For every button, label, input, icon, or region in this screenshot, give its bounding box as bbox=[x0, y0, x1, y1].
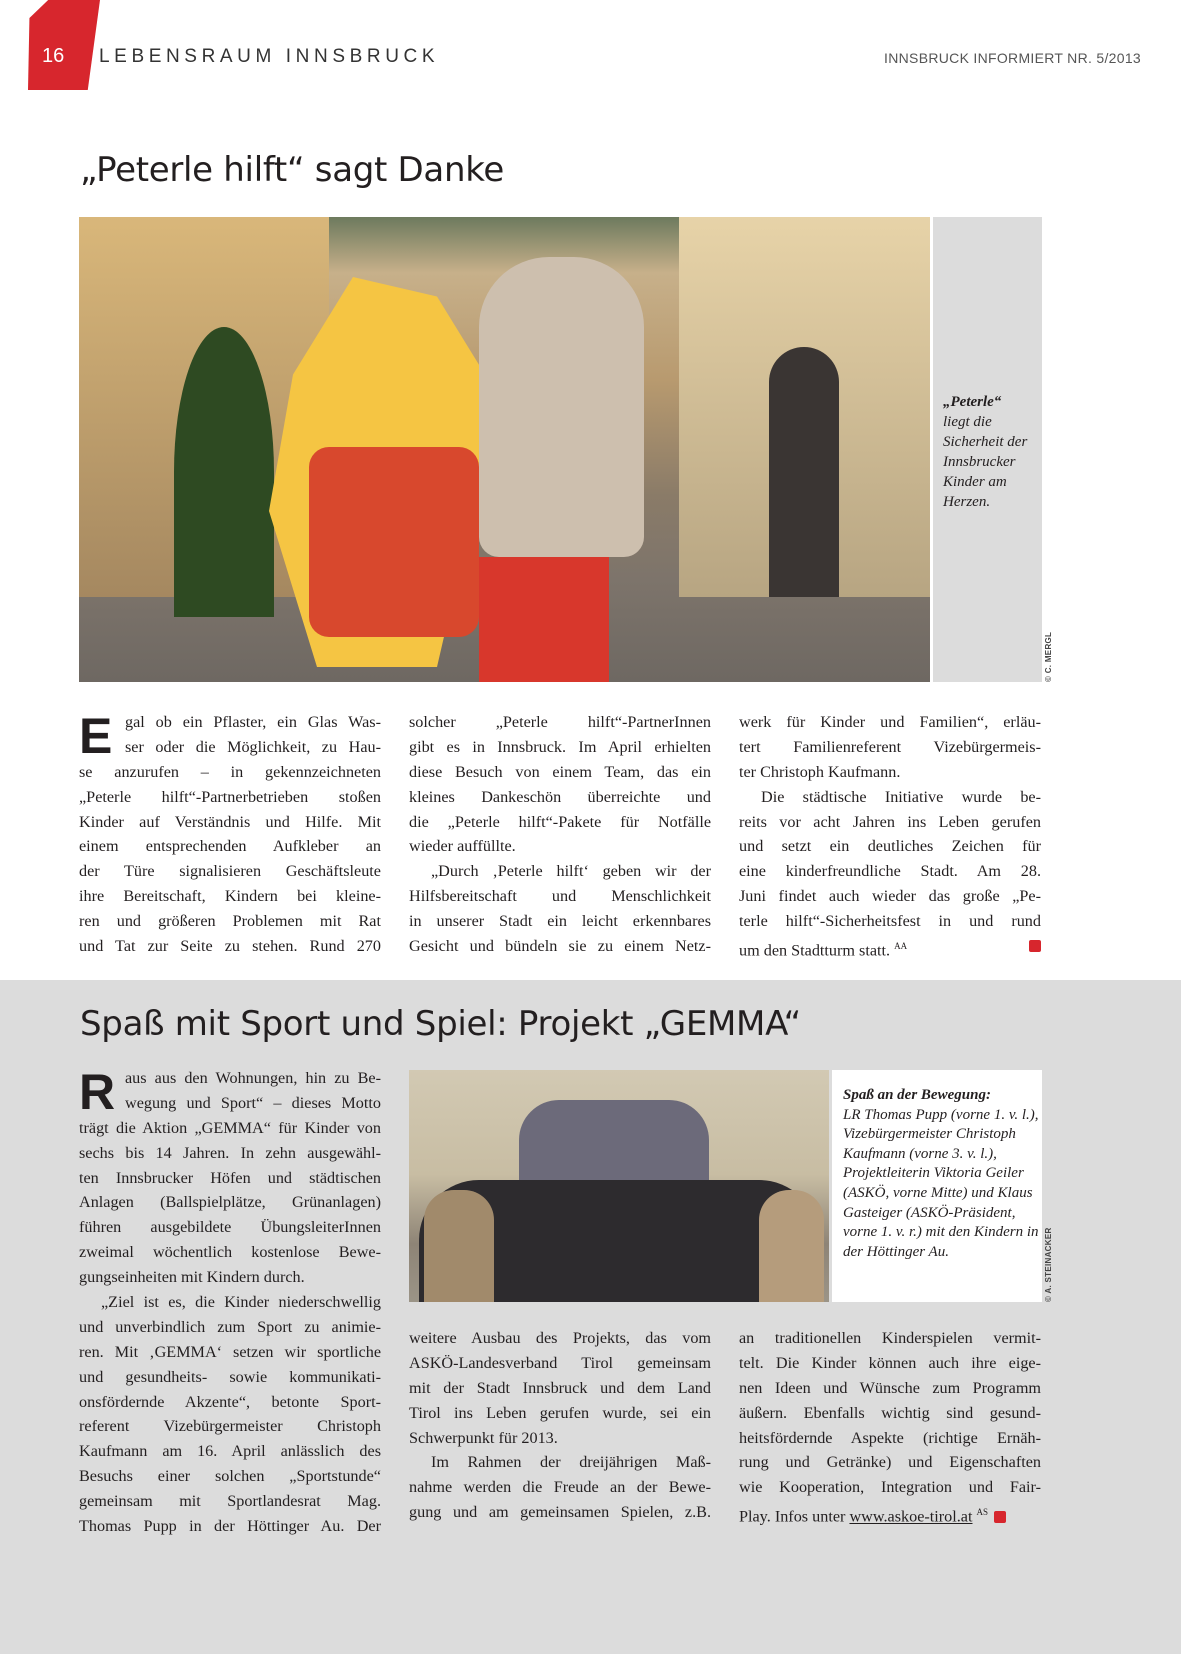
article2-column-3 bbox=[739, 1326, 1041, 1525]
text-line bbox=[79, 1514, 381, 1539]
text-line bbox=[79, 1315, 381, 1340]
text-line bbox=[79, 1464, 381, 1489]
page-number: 16 bbox=[42, 45, 65, 67]
line-text: ten Innsbrucker Höfen und städtischen bbox=[79, 1168, 381, 1187]
line-text: ter Christoph Kaufmann. bbox=[739, 762, 901, 781]
line-text: „Durch ‚Peterle hilft‘ geben wir der bbox=[431, 862, 711, 881]
line-text: einem entsprechenden Aufkleber an bbox=[79, 837, 381, 856]
line-text: terle hilft“-Sicherheitsfest in und rund bbox=[739, 912, 1041, 931]
line-text: reits vor acht Jahren ins Leben gerufen bbox=[739, 812, 1041, 831]
line-text: und unverbindlich zum Sport zu animie- bbox=[79, 1317, 381, 1336]
text-line bbox=[409, 1326, 711, 1351]
article1-column-1 bbox=[79, 710, 381, 959]
line-text: telt. Die Kinder können auch ihre eige- bbox=[739, 1353, 1041, 1372]
line-text: sechs bis 14 Jahren. In zehn ausgewähl- bbox=[79, 1143, 381, 1162]
text-line bbox=[739, 1426, 1041, 1451]
text-line bbox=[409, 934, 711, 959]
text-line bbox=[79, 1166, 381, 1191]
text-line bbox=[79, 1091, 381, 1116]
caption-bold: Spaß an der Bewegung: bbox=[843, 1087, 991, 1103]
text-line bbox=[739, 760, 1041, 785]
article2-column-1 bbox=[79, 1066, 381, 1539]
text-line bbox=[79, 1390, 381, 1415]
line-text: heitsfördernde Aspekte (richtige Ernäh- bbox=[739, 1428, 1041, 1447]
line-text: Kaufmann am 16. April anlässlich des bbox=[79, 1442, 381, 1461]
line-text: gungseinheiten mit Kindern durch. bbox=[79, 1268, 305, 1287]
line-text: Im Rahmen der dreijährigen Maß- bbox=[431, 1453, 711, 1472]
line-text: referent Vizebürgermeister Christoph bbox=[79, 1417, 381, 1436]
article1-title: „Peterle hilft“ sagt Danke bbox=[80, 150, 505, 190]
line-text: Gesicht und bündeln sie zu einem Netz- bbox=[409, 937, 711, 956]
text-line bbox=[409, 760, 711, 785]
line-text: und setzt ein deutliches Zeichen für bbox=[739, 837, 1041, 856]
text-line bbox=[79, 1414, 381, 1439]
line-text: werk für Kinder und Familien“, erläu- bbox=[739, 713, 1041, 731]
gemma-group-photo bbox=[409, 1070, 829, 1302]
text-line bbox=[409, 909, 711, 934]
text-line bbox=[79, 1489, 381, 1514]
line-text: Anlagen (Ballspielplätze, Grünanlagen) bbox=[79, 1193, 381, 1212]
text-line bbox=[79, 1265, 381, 1290]
line-text: nahme werden die Freude an der Bewe- bbox=[409, 1478, 711, 1497]
article2-column-2 bbox=[409, 1326, 711, 1525]
text-line bbox=[739, 834, 1041, 859]
line-text: se anzurufen – in gekennzeichneten bbox=[79, 762, 381, 781]
line-text: aus aus den Wohnungen, hin zu Be- bbox=[125, 1069, 381, 1087]
text-line bbox=[79, 909, 381, 934]
author-initials: AA bbox=[894, 941, 908, 952]
text-line bbox=[409, 785, 711, 810]
issue-label: INNSBRUCK INFORMIERT NR. 5/2013 bbox=[884, 50, 1141, 66]
text-line bbox=[739, 909, 1041, 934]
text-line bbox=[79, 710, 381, 735]
text-line bbox=[79, 735, 381, 760]
line-text: der Türe signalisieren Geschäftsleute bbox=[79, 862, 381, 881]
peterle-photo bbox=[79, 217, 930, 682]
text-line bbox=[739, 1326, 1041, 1351]
line-text: und gesundheits- sowie kommunikati- bbox=[79, 1367, 381, 1386]
text-line bbox=[739, 1401, 1041, 1426]
text-line bbox=[409, 1401, 711, 1426]
line-text: äußern. Ebenfalls wichtig sind gesund- bbox=[739, 1403, 1041, 1422]
line-text: wie Kooperation, Integration und Fair- bbox=[739, 1478, 1041, 1497]
text-line bbox=[409, 1450, 711, 1475]
text-line bbox=[79, 1190, 381, 1215]
photo2-credit: © A. STEINACKER bbox=[1044, 1227, 1053, 1302]
drop-cap: R bbox=[79, 1064, 116, 1120]
line-text: solcher „Peterle hilft“-PartnerInnen bbox=[409, 713, 711, 731]
line-text: an traditionellen Kinderspielen vermit- bbox=[739, 1329, 1041, 1347]
text-line bbox=[739, 735, 1041, 760]
text-line bbox=[79, 785, 381, 810]
author-initials: AS bbox=[976, 1507, 989, 1518]
text-line bbox=[79, 1290, 381, 1315]
line-text: „Peterle hilft“-Partnerbetrieben stoßen bbox=[79, 787, 381, 806]
text-line bbox=[739, 785, 1041, 810]
end-mark-icon bbox=[994, 1511, 1006, 1523]
line-text: Juni findet auch wieder das große „Pe- bbox=[739, 887, 1041, 906]
line-text: führen ausgebildete ÜbungsleiterInnen bbox=[79, 1218, 381, 1237]
article1-column-3 bbox=[739, 710, 1041, 959]
line-text: gemeinsam mit Sportlandesrat Mag. bbox=[79, 1492, 381, 1511]
line-text: „Ziel ist es, die Kinder niederschwellig bbox=[101, 1293, 381, 1312]
text-line bbox=[79, 859, 381, 884]
line-text: nen Ideen und Wünsche zum Programm bbox=[739, 1378, 1041, 1397]
text-line bbox=[409, 884, 711, 909]
text-line bbox=[409, 1351, 711, 1376]
line-text: gal ob ein Pflaster, ein Glas Was- bbox=[125, 713, 381, 731]
line-text: Kinder auf Verständnis und Hilfe. Mit bbox=[79, 812, 381, 831]
line-text: Tirol ins Leben gerufen wurde, sei ein bbox=[409, 1403, 711, 1422]
line-text: die „Peterle hilft“-Pakete für Notfälle bbox=[409, 812, 711, 831]
line-text: gibt es in Innsbruck. Im April erhielten bbox=[409, 737, 711, 756]
text-line bbox=[409, 710, 711, 735]
line-text: Schwerpunkt für 2013. bbox=[409, 1428, 558, 1447]
text-line bbox=[409, 1500, 711, 1525]
text-line bbox=[79, 1340, 381, 1365]
text-line bbox=[739, 1475, 1041, 1500]
line-text: ren. Mit ‚GEMMA‘ setzen wir sportliche bbox=[79, 1342, 381, 1361]
text-line bbox=[739, 710, 1041, 735]
text-line bbox=[409, 1426, 711, 1451]
line-text: rung und Getränke) und Eigenschaften bbox=[739, 1453, 1041, 1472]
line-text: gung und am gemeinsamen Spielen, z.B. bbox=[409, 1503, 711, 1522]
line-text: trägt die Aktion „GEMMA“ für Kinder von bbox=[79, 1118, 381, 1137]
line-text: ser oder die Möglichkeit, zu Hau- bbox=[125, 737, 381, 756]
text-line bbox=[739, 859, 1041, 884]
caption-text: liegt die Sicherheit der Innsbrucker Kinder am Herzen. bbox=[943, 414, 1028, 510]
text-line bbox=[739, 1500, 1041, 1525]
line-text: onsfördernde Akzente“, betonte Sport- bbox=[79, 1392, 381, 1411]
text-line bbox=[79, 1141, 381, 1166]
line-text: in unserer Stadt ein leicht erkennbares bbox=[409, 912, 711, 931]
line-text: Besuchs einer solchen „Sportstunde“ bbox=[79, 1467, 381, 1486]
line-text: um den Stadtturm statt. bbox=[739, 941, 891, 960]
article2-title: Spaß mit Sport und Spiel: Projekt „GEMMA“ bbox=[80, 1004, 801, 1044]
text-line bbox=[739, 884, 1041, 909]
line-text: diese Besuch von einem Team, das ein bbox=[409, 762, 711, 781]
text-line bbox=[79, 884, 381, 909]
caption-bold: „Peterle“ bbox=[943, 394, 1002, 410]
line-text: ASKÖ-Landesverband Tirol gemeinsam bbox=[409, 1353, 711, 1372]
photo2-caption bbox=[843, 1086, 1039, 1262]
text-line bbox=[409, 859, 711, 884]
line-text: mit der Stadt Innsbruck und dem Land bbox=[409, 1378, 711, 1397]
text-line bbox=[409, 810, 711, 835]
text-line bbox=[409, 1475, 711, 1500]
text-line bbox=[79, 1240, 381, 1265]
line-text: eine kinderfreundliche Stadt. Am 28. bbox=[739, 862, 1041, 881]
end-mark-icon bbox=[1029, 940, 1041, 952]
drop-cap: E bbox=[79, 708, 113, 764]
line-text: und Tat zur Seite zu stehen. Rund 270 bbox=[79, 937, 381, 956]
line-text: Hilfsbereitschaft und Menschlichkeit bbox=[409, 887, 711, 906]
askoe-link[interactable]: www.askoe-tirol.at bbox=[849, 1507, 973, 1526]
text-line bbox=[79, 810, 381, 835]
line-text: wieder auffüllte. bbox=[409, 837, 516, 856]
text-line bbox=[79, 934, 381, 959]
text-line bbox=[79, 1215, 381, 1240]
text-line bbox=[409, 1376, 711, 1401]
text-line bbox=[739, 810, 1041, 835]
text-line bbox=[739, 1351, 1041, 1376]
text-line bbox=[79, 834, 381, 859]
text-line bbox=[739, 1450, 1041, 1475]
photo1-caption bbox=[943, 392, 1039, 512]
line-text: wegung und Sport“ – dieses Motto bbox=[125, 1093, 381, 1112]
section-title: LEBENSRAUM INNSBRUCK bbox=[99, 46, 440, 67]
text-line bbox=[79, 1066, 381, 1091]
line-text: ren und größeren Problemen mit Rat bbox=[79, 912, 381, 931]
text-line bbox=[409, 834, 711, 859]
line-text: zweimal wöchentlich kostenlose Bewe- bbox=[79, 1243, 381, 1262]
line-text: Thomas Pupp in der Höttinger Au. Der bbox=[79, 1517, 381, 1536]
line-text: ihre Bereitschaft, Kindern bei kleine- bbox=[79, 887, 381, 906]
line-text: Play. Infos unter bbox=[739, 1507, 846, 1526]
caption-text: LR Thomas Pupp (vorne 1. v. l.), Vizebürgermeister Christoph Kaufmann (vorne 3. v. l.), Projektleiterin Viktoria Geiler (ASKÖ, vorne Mitte) und Klaus Gasteiger (ASKÖ-Präsident, vorne 1. v. r.) mit den Kindern in der Höttinger Au. bbox=[843, 1106, 1039, 1260]
text-line bbox=[739, 1376, 1041, 1401]
photo1-credit: © C. MERGL bbox=[1044, 631, 1053, 682]
article1-column-2 bbox=[409, 710, 711, 959]
text-line bbox=[739, 934, 1041, 959]
text-line bbox=[79, 760, 381, 785]
text-line bbox=[79, 1116, 381, 1141]
line-text: Die städtische Initiative wurde be- bbox=[761, 787, 1041, 806]
text-line bbox=[409, 735, 711, 760]
line-text: kleines Dankeschön überreichte und bbox=[409, 787, 711, 806]
line-text: tert Familienreferent Vizebürgermeis- bbox=[739, 737, 1041, 756]
text-line bbox=[79, 1439, 381, 1464]
line-text: weitere Ausbau des Projekts, das vom bbox=[409, 1329, 711, 1347]
text-line bbox=[79, 1365, 381, 1390]
